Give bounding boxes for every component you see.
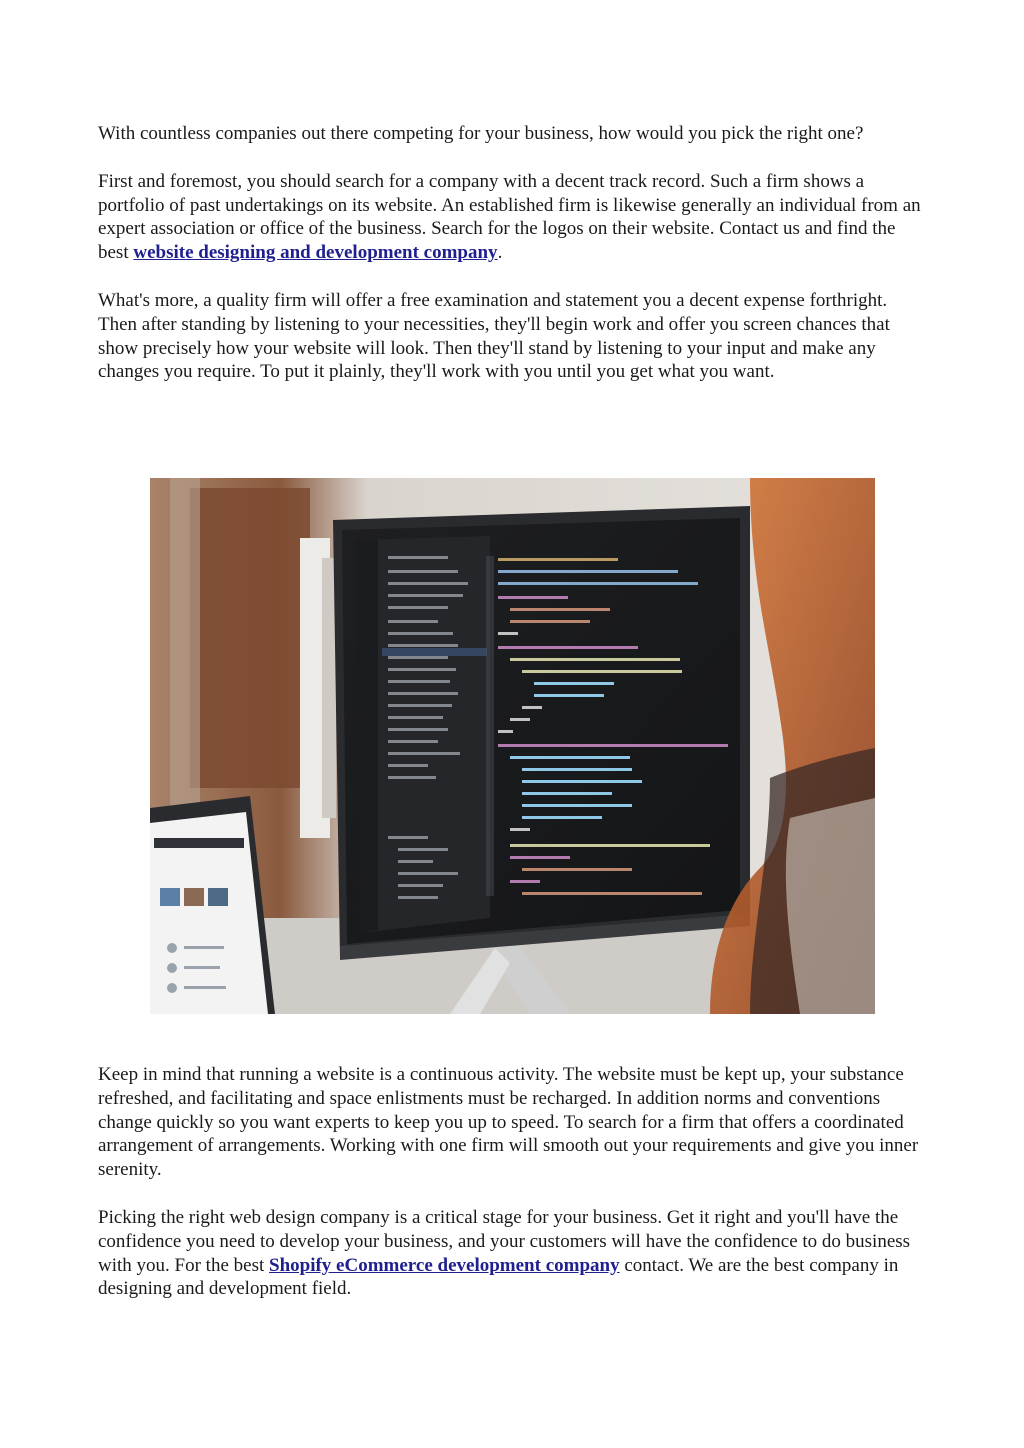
paragraph-track-record-text: First and foremost, you should search for a company with a decent track record. Such a firm shows a portfolio of past undertakings on its website. An established firm is likewise generally an individual from an expert association or office of the business. Search for the logos on their website. Contact us and find the best bbox=[98, 170, 921, 264]
paragraph-track-record bbox=[98, 170, 930, 265]
article-photo-developer-monitor bbox=[150, 478, 875, 1014]
paragraph-picking-company bbox=[98, 1206, 930, 1301]
shopify-ecommerce-company-link[interactable]: Shopify eCommerce development company bbox=[269, 1254, 620, 1276]
paragraph-quality-firm: What's more, a quality firm will offer a free examination and statement you a decent expense forthright. Then after standing by listening to your necessities, they'll begin work and offer you screen chances that show precisely how your website will look. Then they'll stand by listening to your input and make any changes you require. To put it plainly, they'll work with you until you get what you want. bbox=[98, 289, 890, 383]
paragraph-track-record-end: . bbox=[497, 242, 503, 264]
article-top bbox=[98, 122, 930, 384]
paragraph-picking-company-end: contact. We are the best company in designing and development field. bbox=[98, 1254, 899, 1300]
paragraph-continuous-activity: Keep in mind that running a website is a continuous activity. The website must be kept up, your substance refreshed, and facilitating and space enlistments must be recharged. In addition norms and conventions change quickly so you want experts to keep you up to speed. To search for a firm that offers a coordinated arrangement of arrangements. Working with one firm will smooth out your requirements and give you inner serenity. bbox=[98, 1064, 919, 1181]
paragraph-picking-company-text: Picking the right web design company is a critical stage for your business. Get it right and you'll have the confidence you need to develop your business, and your customers will have the confidence to do business with you. For the best bbox=[98, 1206, 911, 1276]
paragraph-intro: With countless companies out there competing for your business, how would you pick the right one? bbox=[98, 123, 864, 144]
article-bottom bbox=[98, 1063, 930, 1301]
website-design-company-link[interactable]: website designing and development company bbox=[133, 242, 498, 264]
